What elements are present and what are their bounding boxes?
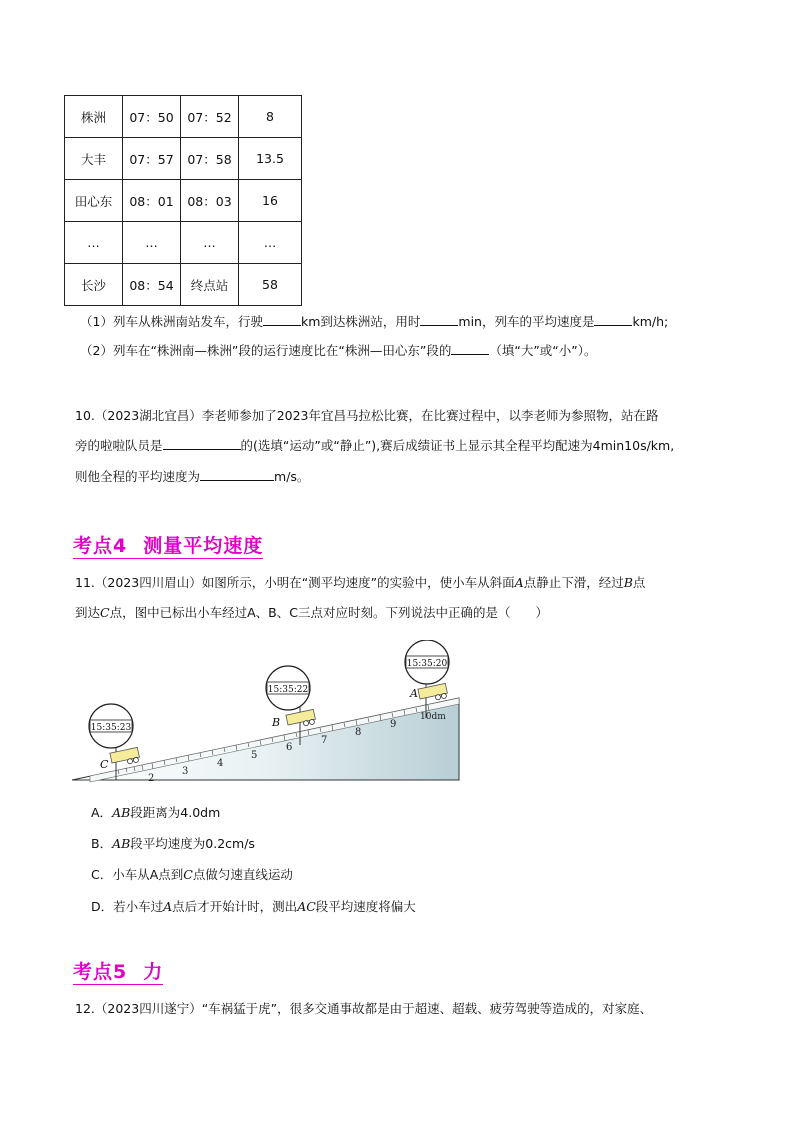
tick-label: 8	[355, 727, 362, 738]
tick-label: 6	[286, 742, 293, 753]
option-b[interactable]	[91, 834, 255, 852]
table-cell: …	[181, 222, 239, 264]
table-cell: 长沙	[65, 264, 123, 306]
option-text: 点后才开始计时，测出	[172, 899, 298, 914]
table-cell: 07：52	[181, 96, 239, 138]
option-c[interactable]	[91, 865, 293, 883]
option-text: 段平均速度将偏大	[315, 899, 416, 914]
q9-part1-text: （1）列车从株洲南站发车，行驶	[80, 314, 263, 329]
train-timetable	[64, 95, 302, 306]
q11-text: 点	[632, 575, 646, 590]
option-text: B．	[91, 836, 113, 851]
clock-a-time: 15:35:20	[406, 659, 448, 669]
option-a[interactable]	[91, 803, 220, 821]
table-cell: 08：54	[123, 264, 181, 306]
q9-part1-text: min，列车的平均速度是	[458, 314, 595, 329]
q10-text: 的(选填“运动”或“静止”),赛后成绩证书上显示其全程平均配速为4min10s/km,	[240, 438, 675, 453]
q9-part1	[80, 313, 668, 331]
table-cell: 16	[239, 180, 302, 222]
q10-line3	[75, 468, 309, 486]
section-label: 考点5	[73, 961, 128, 983]
section-title: 测量平均速度	[143, 535, 264, 557]
option-math: A	[163, 899, 173, 914]
cart-a	[418, 683, 448, 703]
q11-math: A	[514, 575, 524, 590]
option-text: A．	[91, 805, 113, 820]
table-row	[65, 96, 302, 138]
option-math: AB	[112, 836, 131, 851]
option-math: AC	[297, 899, 316, 914]
table-cell: 07：57	[123, 138, 181, 180]
table-cell: 07：50	[123, 96, 181, 138]
q9-part2-text: （填“大”或“小”）。	[489, 343, 597, 358]
option-math: C	[183, 867, 193, 882]
table-row	[65, 264, 302, 306]
q9-part2	[80, 342, 597, 360]
option-d[interactable]	[91, 897, 416, 915]
q11-text: 到达	[75, 605, 101, 620]
table-cell: 13.5	[239, 138, 302, 180]
q11-text: 点，图中已标出小车经过A、B、C三点对应时刻。下列说法中正确的是（ ）	[109, 605, 548, 620]
answer-blank[interactable]	[263, 313, 301, 326]
q10-line1: 10.（2023湖北宜昌）李老师参加了2023年宜昌马拉松比赛，在比赛过程中，以李老师为参照物，站在路	[75, 408, 659, 423]
tick-label: 5	[251, 750, 258, 761]
q11-math: B	[623, 575, 633, 590]
option-text: 段距离为4.0dm	[130, 805, 221, 820]
table-row	[65, 138, 302, 180]
q9-part1-text: km/h;	[632, 314, 669, 329]
option-math: AB	[112, 805, 131, 820]
answer-blank[interactable]	[451, 342, 489, 355]
section-heading	[73, 960, 163, 985]
option-text: C．小车从A点到	[91, 867, 184, 882]
table-row	[65, 180, 302, 222]
end-label: 10dm	[420, 712, 446, 722]
q12-line1: 12.（2023四川遂宁）“车祸猛于虎”，很多交通事故都是由于超速、超载、疲劳驾驶等造成的，对家庭、	[75, 1001, 653, 1016]
answer-blank[interactable]	[420, 313, 458, 326]
tick-label: 9	[390, 719, 397, 730]
table-cell: 8	[239, 96, 302, 138]
table-cell: 大丰	[65, 138, 123, 180]
q10-text: 旁的啦啦队员是	[75, 438, 163, 453]
q11-line2	[75, 604, 548, 622]
answer-blank[interactable]	[163, 437, 241, 450]
point-label-c: C	[100, 758, 109, 771]
q9-part1-text: km到达株洲站，用时	[300, 314, 421, 329]
answer-blank[interactable]	[200, 468, 274, 481]
cart-c	[110, 747, 140, 767]
tick-label: 2	[148, 773, 155, 784]
table-cell: 07：58	[181, 138, 239, 180]
tick-label: 4	[217, 758, 224, 769]
clock-b-time: 15:35:22	[267, 685, 309, 695]
point-label-a: A	[410, 687, 418, 700]
q10-text: m/s。	[274, 469, 310, 484]
q10-line2	[75, 437, 674, 455]
table-cell: …	[65, 222, 123, 264]
table-cell: 08：01	[123, 180, 181, 222]
q11-text: 点静止下滑，经过	[523, 575, 624, 590]
table-row	[65, 222, 302, 264]
table-cell: 终点站	[181, 264, 239, 306]
table-cell: 田心东	[65, 180, 123, 222]
q11-text: 11.（2023四川眉山）如图所示，小明在“测平均速度”的实验中，使小车从斜面	[75, 575, 515, 590]
table-cell: …	[239, 222, 302, 264]
tick-label: 7	[321, 735, 328, 746]
table-cell: …	[123, 222, 181, 264]
option-text: D．若小车过	[91, 899, 164, 914]
q10-text: 则他全程的平均速度为	[75, 469, 201, 484]
q11-line1	[75, 574, 645, 592]
table-cell: 株洲	[65, 96, 123, 138]
incline-figure	[68, 640, 468, 785]
cart-b	[286, 709, 316, 729]
option-text: 点做匀速直线运动	[192, 867, 293, 882]
tick-label: 3	[182, 766, 189, 777]
answer-blank[interactable]	[594, 313, 632, 326]
point-label-b: B	[272, 716, 281, 729]
clock-b	[266, 666, 310, 710]
section-heading	[73, 534, 263, 559]
q9-part2-text: （2）列车在“株洲南—株洲”段的运行速度比在“株洲—田心东”段的	[80, 343, 452, 358]
clock-a	[405, 640, 449, 684]
clock-c-time: 15:35:23	[90, 723, 132, 733]
table-cell: 08：03	[181, 180, 239, 222]
q11-math: C	[100, 605, 110, 620]
section-title: 力	[143, 961, 164, 983]
clock-c	[89, 704, 133, 748]
table-cell: 58	[239, 264, 302, 306]
option-text: 段平均速度为0.2cm/s	[130, 836, 255, 851]
section-label: 考点4	[73, 535, 128, 557]
